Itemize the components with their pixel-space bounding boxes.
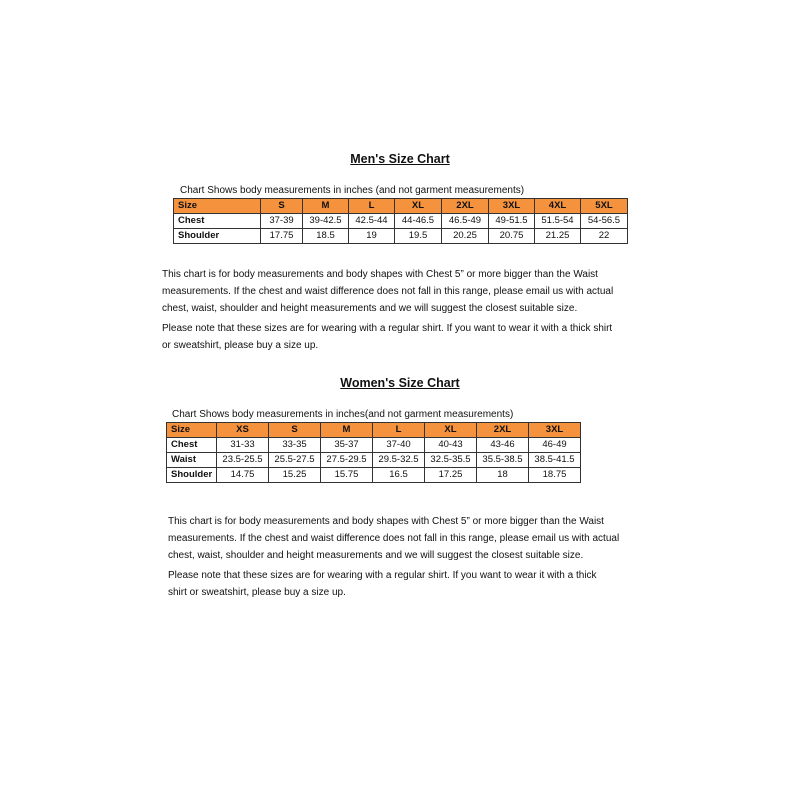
table-cell: 17.75 (261, 229, 303, 244)
womens-size-table (166, 422, 581, 483)
table-cell: 35-37 (321, 438, 373, 453)
header-cell: 5XL (581, 199, 628, 214)
table-cell: 14.75 (217, 468, 269, 483)
table-cell: 44-46.5 (395, 214, 442, 229)
note-line: This chart is for body measurements and body shapes with Chest 5” or more bigger than the Waist (162, 269, 598, 280)
table-cell: 43-46 (477, 438, 529, 453)
header-cell: L (373, 423, 425, 438)
note-line: shirt or sweatshirt, please buy a size up. (168, 587, 346, 598)
table-cell: 17.25 (425, 468, 477, 483)
table-cell: 21.25 (535, 229, 581, 244)
row-label: Chest (167, 438, 217, 453)
header-cell: M (321, 423, 373, 438)
note-line: Please note that these sizes are for wearing with a regular shirt. If you want to wear it with a thick (168, 570, 597, 581)
womens-header-row (167, 423, 581, 438)
header-cell: XS (217, 423, 269, 438)
table-cell: 33-35 (269, 438, 321, 453)
table-cell: 38.5-41.5 (529, 453, 581, 468)
header-cell: L (349, 199, 395, 214)
mens-chart-caption: Chart Shows body measurements in inches (and not garment measurements) (180, 185, 525, 196)
table-cell: 42.5-44 (349, 214, 395, 229)
table-cell: 18.75 (529, 468, 581, 483)
table-cell: 16.5 (373, 468, 425, 483)
table-cell: 46.5-49 (442, 214, 489, 229)
table-cell: 15.75 (321, 468, 373, 483)
table-cell: 35.5-38.5 (477, 453, 529, 468)
mens-body-shape-note (162, 266, 613, 317)
row-label: Shoulder (167, 468, 217, 483)
table-cell: 39-42.5 (303, 214, 349, 229)
mens-size-table (173, 198, 628, 244)
table-row (167, 453, 581, 468)
row-label: Chest (174, 214, 261, 229)
note-line: measurements. If the chest and waist difference does not fall in this range, please email us with actual (162, 286, 614, 297)
table-row (167, 468, 581, 483)
header-cell: S (269, 423, 321, 438)
table-cell: 25.5-27.5 (269, 453, 321, 468)
header-cell: 2XL (477, 423, 529, 438)
table-cell: 29.5-32.5 (373, 453, 425, 468)
table-cell: 27.5-29.5 (321, 453, 373, 468)
header-cell: S (261, 199, 303, 214)
table-cell: 37-39 (261, 214, 303, 229)
note-line: Please note that these sizes are for wearing with a regular shirt. If you want to wear it with a thick shirt (162, 323, 613, 334)
table-cell: 18.5 (303, 229, 349, 244)
note-line: chest, waist, shoulder and height measurements and we will suggest the closest suitable size. (168, 550, 584, 561)
table-cell: 32.5-35.5 (425, 453, 477, 468)
mens-header-row (174, 199, 628, 214)
table-cell: 19 (349, 229, 395, 244)
table-cell: 20.25 (442, 229, 489, 244)
table-cell: 37-40 (373, 438, 425, 453)
note-line: This chart is for body measurements and body shapes with Chest 5” or more bigger than the Waist (168, 516, 604, 527)
table-cell: 19.5 (395, 229, 442, 244)
note-line: chest, waist, shoulder and height measurements and we will suggest the closest suitable size. (162, 303, 578, 314)
header-cell: Size (174, 199, 261, 214)
table-cell: 51.5-54 (535, 214, 581, 229)
note-line: measurements. If the chest and waist difference does not fall in this range, please email us with actual (168, 533, 620, 544)
table-row (174, 229, 628, 244)
womens-size-up-note (168, 567, 597, 601)
row-label: Shoulder (174, 229, 261, 244)
table-row (167, 438, 581, 453)
womens-body-shape-note (168, 513, 619, 564)
header-cell: 2XL (442, 199, 489, 214)
note-line: or sweatshirt, please buy a size up. (162, 340, 319, 351)
header-cell: 4XL (535, 199, 581, 214)
table-cell: 18 (477, 468, 529, 483)
womens-chart-caption: Chart Shows body measurements in inches(and not garment measurements) (172, 409, 514, 420)
header-cell: M (303, 199, 349, 214)
table-row (174, 214, 628, 229)
header-cell: XL (425, 423, 477, 438)
table-cell: 46-49 (529, 438, 581, 453)
table-cell: 20.75 (489, 229, 535, 244)
table-cell: 49-51.5 (489, 214, 535, 229)
header-cell: 3XL (489, 199, 535, 214)
mens-size-up-note (162, 320, 612, 354)
mens-size-chart-title: Men's Size Chart (350, 152, 450, 166)
table-cell: 15.25 (269, 468, 321, 483)
table-cell: 31-33 (217, 438, 269, 453)
header-cell: 3XL (529, 423, 581, 438)
table-cell: 22 (581, 229, 628, 244)
table-cell: 54-56.5 (581, 214, 628, 229)
table-cell: 23.5-25.5 (217, 453, 269, 468)
table-cell: 40-43 (425, 438, 477, 453)
header-cell: XL (395, 199, 442, 214)
header-cell: Size (167, 423, 217, 438)
womens-size-chart-title: Women's Size Chart (340, 376, 460, 390)
row-label: Waist (167, 453, 217, 468)
